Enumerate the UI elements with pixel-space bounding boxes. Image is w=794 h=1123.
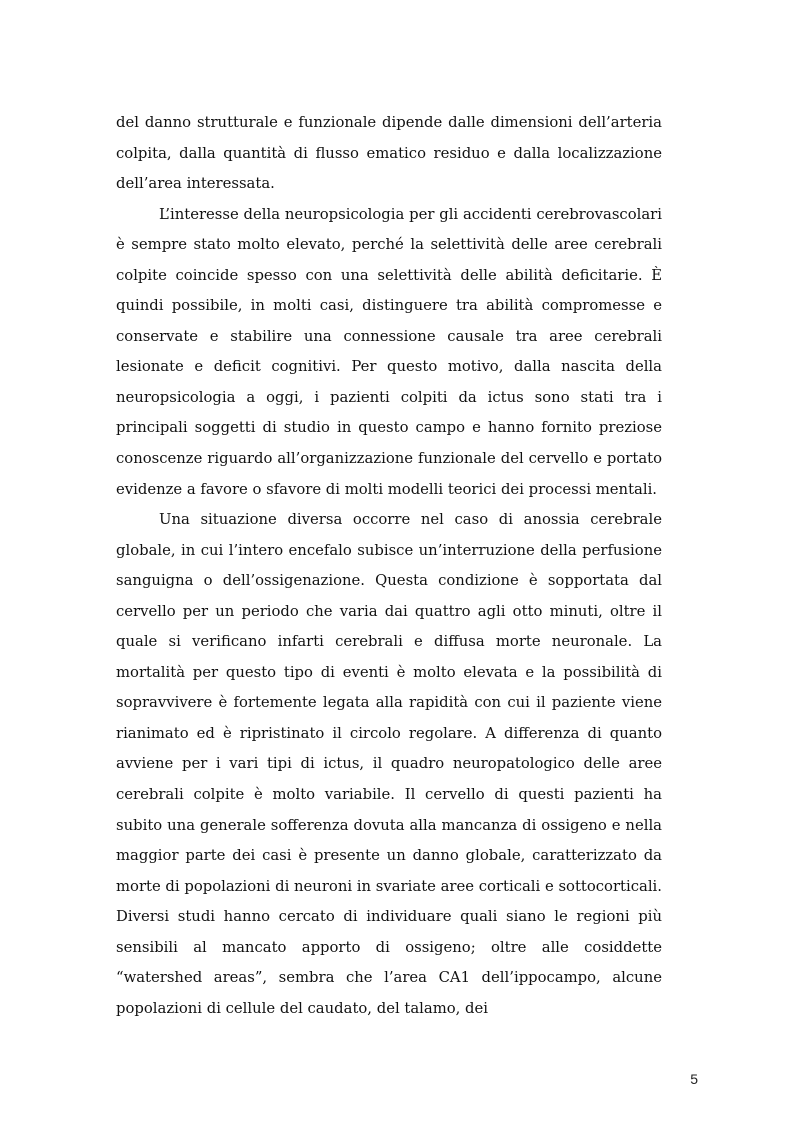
page-number: 5 [690,1071,698,1087]
paragraph-2: L’interesse della neuropsicologia per gli accidenti cerebrovascolari è sempre stato molto elevato, perché la selettività delle aree cerebrali colpite coincide spesso con una selettività delle abilità deficitarie. È quindi possibile, in molti casi, distinguere tra abilità compromesse e conservate e stabilire una connessione causale tra aree cerebrali lesionate e deficit cognitivi. Per questo motivo, dalla nascita della neuropsicologia a oggi, i pazienti colpiti da ictus sono stati tra i principali soggetti di studio in questo campo e hanno fornito preziose conoscenze riguardo all’organizzazione funzionale del cervello e portato evidenze a favore o sfavore di molti modelli teorici dei processi mentali. [116,205,662,498]
body-text [116,108,662,1024]
paragraph-1: del danno strutturale e funzionale dipende dalle dimensioni dell’arteria colpita, dalla quantità di flusso ematico residuo e dalla localizzazione dell’area interessata. [116,114,662,193]
paragraph-3: Una situazione diversa occorre nel caso di anossia cerebrale globale, in cui l’intero encefalo subisce un’interruzione della perfusione sanguigna o dell’ossigenazione. Questa condizione è sopportata dal cervello per un periodo che varia dai quattro agli otto minuti, oltre il quale si verificano infarti cerebrali e diffusa morte neuronale. La mortalità per questo tipo di eventi è molto elevata e la possibilità di sopravvivere è fortemente legata alla rapidità con cui il paziente viene rianimato ed è ripristinato il circolo regolare. A differenza di quanto avviene per i vari tipi di ictus, il quadro neuropatologico delle aree cerebrali colpite è molto variabile. Il cervello di questi pazienti ha subito una generale sofferenza dovuta alla mancanza di ossigeno e nella maggior parte dei casi è presente un danno globale, caratterizzato da morte di popolazioni di neuroni in svariate aree corticali e sottocorticali. Diversi studi hanno cercato di individuare quali siano le regioni più sensibili al mancato apporto di ossigeno; oltre alle cosiddette “watershed areas”, sembra che l’area CA1 dell’ippocampo, alcune popolazioni di cellule del caudato, del talamo, dei [116,511,662,1017]
